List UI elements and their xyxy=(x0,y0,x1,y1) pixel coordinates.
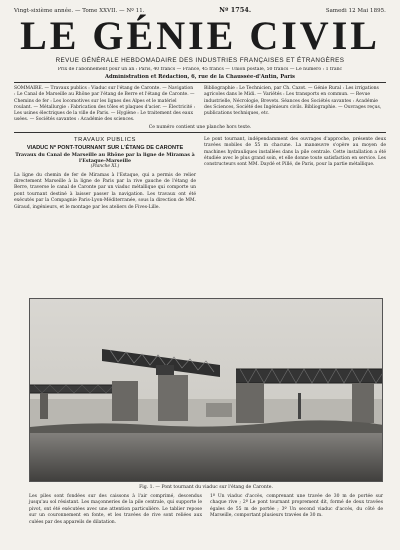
article-text-1: La ligne du chemin de fer de Miramas à l'Estaque, qui a permis de relier directement Marseille à la ligne de Paris par la rive gauche de l'étang de Berre, traverse le canal de Caronte par un viaduc métallique qui comporte un pont tournant destiné à laisser passer la navigation. Les travaux ont été exécutés par la Compagnie Paris-Lyon-Méditerranée, sous la direction de MM. Giraud, ingénieurs, et le montage par les ateliers de Fives-Lille. xyxy=(14,172,196,210)
article-body xyxy=(14,137,386,211)
toc-right-column: Bibliographie : Le Technicien, par Ch. Cazot. — Génie Rural : Les irrigations agricoles dans le Midi. — Variétés : Les transports en commun. — Revue industrielle, Nécrologie, Brevets. Séances des Sociétés savantes : Académie des Sciences, Société des Ingénieurs civils. Bibliographie. — Ouvrages reçus, publications techniques, etc. xyxy=(204,86,382,117)
right-pier-1 xyxy=(236,383,264,423)
mast xyxy=(298,393,301,419)
foreground-field xyxy=(30,427,383,482)
masthead-title: LE GÉNIE CIVIL xyxy=(20,13,380,58)
article-text-2: Le pont tournant, indépendamment des ouvrages d'approche, présente deux travées mobiles de 55 m chacune. La manœuvre s'opère au moyen de machines hydrauliques installées dans la pile centrale. Cette installation a été étudiée avec le plus grand soin, et elle donne toute satisfaction en service. Les constructeurs sont MM. Daydé et Pillé, de Paris, pour la partie métallique. xyxy=(204,136,386,168)
toc-note: Ce numéro contient une planche hors texte. xyxy=(148,124,252,130)
bridge-illustration xyxy=(30,299,383,482)
bottom-column-1: Les piles sont fondées sur des caissons à l'air comprimé, descendus jusqu'au sol résistant. Les maçonneries de la pile centrale, qui supporte le pivot, ont été exécutées avec une attention particulière. Le tablier repose sur un couronnement en fonte, et les travées de rive sont reliées aux culées par des appareils de dilatation. xyxy=(29,494,202,525)
article-column-2 xyxy=(204,137,386,211)
table-of-contents xyxy=(14,86,386,124)
figure-caption: Fig. 1. — Pont tournant du viaduc sur l'étang de Caronte. xyxy=(139,485,273,490)
right-pier-2 xyxy=(352,383,374,423)
left-abutment xyxy=(112,381,138,421)
volume-info: Vingt-sixième année. — Tome XXVII. — Nº 11. xyxy=(14,8,145,14)
toc-left-column: SOMMAIRE. — Travaux publics : Viaduc sur l'étang de Caronte. — Navigation : Le Canal de Marseille au Rhône par l'étang de Berre et l'étang de Caronte. — Chemins de fer : Les locomotives sur les lignes des Alpes et le matériel roulant. — Métallurgie : Fabrication des tôles et plaques d'acier. — Électricité : Les usines électriques de la ville de Paris. — Hygiène : Le traitement des eaux usées. — Sociétés savantes : Académie des sciences. xyxy=(14,86,196,123)
subscription-prices: Prix de l'abonnement pour un an : Paris, 40 francs — France, 45 francs — Union postale, 50 francs — Le numéro : 1 franc xyxy=(57,67,343,72)
article-continuation xyxy=(29,494,383,526)
bottom-column-2: 1º Un viaduc d'accès, comprenant une travée de 30 m de portée sur chaque rive ; 2º Le pont tournant proprement dit, formé de deux travées égales de 55 m de portée ; 3º Un second viaduc d'accès, du côté de Marseille, comportant plusieurs travées de 30 m. xyxy=(210,494,383,519)
article-byline: (Planche XI.) xyxy=(90,164,120,170)
issue-number: Nº 1754. xyxy=(219,6,252,14)
article-subhead: Travaux du Canal de Marseille au Rhône par la ligne de Miramas à l'Estaque-Marseille xyxy=(15,152,195,165)
section-heading: TRAVAUX PUBLICS xyxy=(74,136,136,143)
central-pivot-pier xyxy=(158,375,188,421)
issue-date: Samedi 12 Mai 1895. xyxy=(325,8,386,14)
divider xyxy=(14,82,386,83)
article-headline: VIADUC Nº PONT-TOURNANT SUR L'ÉTANG DE CARONTE xyxy=(26,145,184,152)
administration-address: Administration et Rédaction, 6, rue de la Chaussée-d'Antin, Paris xyxy=(105,74,295,80)
divider xyxy=(14,132,386,133)
article-column-1 xyxy=(14,137,196,211)
masthead-subtitle: REVUE GÉNÉRALE HEBDOMADAIRE DES INDUSTRIES FRANÇAISES ET ÉTRANGÈRES xyxy=(55,57,345,64)
bridge-photograph xyxy=(29,298,383,482)
shed xyxy=(206,403,232,417)
right-viaduct-span xyxy=(236,369,383,383)
